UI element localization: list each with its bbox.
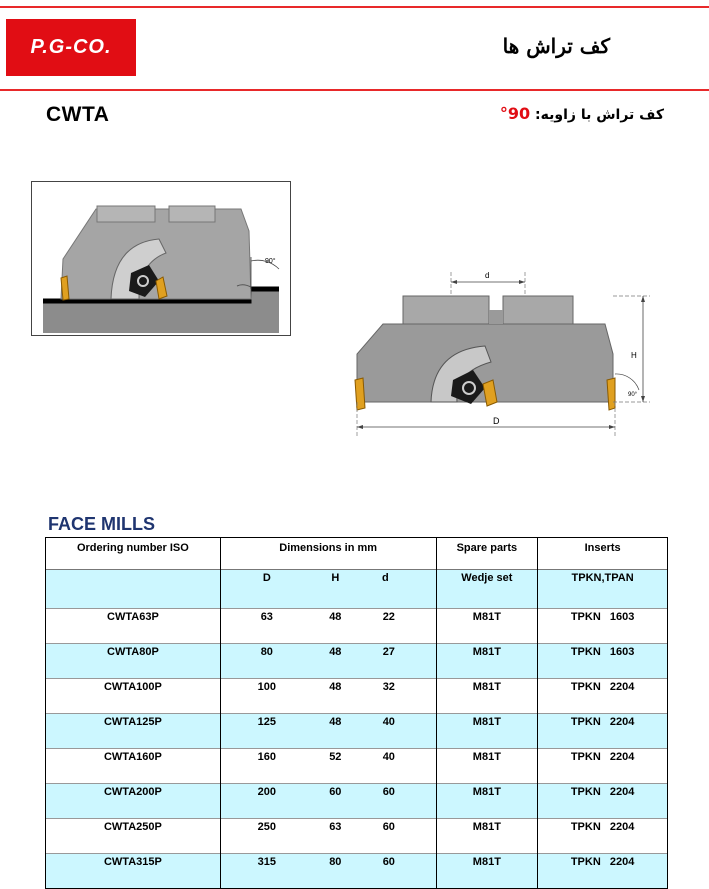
cutter-top-right-tab xyxy=(169,206,215,222)
cell-code: CWTA160P xyxy=(46,749,221,784)
subheader-H: H xyxy=(331,572,340,584)
face-mills-table xyxy=(45,537,668,889)
cell-code: CWTA125P xyxy=(46,714,221,749)
subheader-dims xyxy=(220,570,436,609)
cell-D: 100 xyxy=(257,681,276,693)
cell-spare: M81T xyxy=(436,714,538,749)
cell-spare: M81T xyxy=(436,679,538,714)
header-inserts: Inserts xyxy=(538,538,668,570)
page-title: کف تراش ها xyxy=(502,34,610,58)
subheader-d: d xyxy=(381,572,389,584)
right-angle-label: 90° xyxy=(628,392,638,398)
cell-H: 63 xyxy=(329,821,342,833)
table-row xyxy=(46,784,668,819)
cell-insert: TPKN 2204 xyxy=(538,714,668,749)
dim-d-label: d xyxy=(485,271,490,280)
left-insert xyxy=(61,276,69,300)
cell-H: 60 xyxy=(329,786,342,798)
cell-spare: M81T xyxy=(436,819,538,854)
cell-code: CWTA315P xyxy=(46,854,221,889)
table-row xyxy=(46,749,668,784)
cell-d: 32 xyxy=(382,681,395,693)
model-code: CWTA xyxy=(46,103,110,126)
table-header-row xyxy=(46,538,668,570)
table-row xyxy=(46,644,668,679)
dim-D-label: D xyxy=(493,416,500,426)
left-angle-label: 90° xyxy=(265,258,276,265)
top-red-rule xyxy=(0,6,709,8)
table-row xyxy=(46,609,668,644)
cell-spare: M81T xyxy=(436,644,538,679)
section-title: FACE MILLS xyxy=(48,514,155,534)
subheader-spare: Wedje set xyxy=(436,570,538,609)
cell-spare: M81T xyxy=(436,854,538,889)
angle-value: 90° xyxy=(499,104,531,123)
cell-D: 250 xyxy=(257,821,276,833)
cell-D: 315 xyxy=(257,856,276,868)
cell-code: CWTA250P xyxy=(46,819,221,854)
drawing-top-right-tab xyxy=(503,296,573,324)
cell-d: 22 xyxy=(382,611,395,623)
table-row xyxy=(46,819,668,854)
header-red-rule xyxy=(0,89,709,91)
cell-insert: TPKN 2204 xyxy=(538,679,668,714)
drawing-left-insert xyxy=(355,378,365,410)
subheader-D: D xyxy=(262,572,271,584)
cell-spare: M81T xyxy=(436,749,538,784)
cell-insert: TPKN 2204 xyxy=(538,854,668,889)
cell-H: 48 xyxy=(329,681,342,693)
cell-insert: TPKN 2204 xyxy=(538,749,668,784)
cell-H: 80 xyxy=(329,856,342,868)
cutter-top-left-tab xyxy=(97,206,155,222)
cell-H: 52 xyxy=(329,751,342,763)
angle-description xyxy=(500,104,664,123)
cell-code: CWTA100P xyxy=(46,679,221,714)
drawing-right-insert xyxy=(607,378,615,410)
cell-D: 200 xyxy=(257,786,276,798)
subheader-inserts: TPKN,TPAN xyxy=(538,570,668,609)
header-ordering: Ordering number ISO xyxy=(46,538,221,570)
cell-insert: TPKN 1603 xyxy=(538,609,668,644)
cell-insert: TPKN 1603 xyxy=(538,644,668,679)
cell-d: 60 xyxy=(382,821,395,833)
table-row xyxy=(46,679,668,714)
subheader-blank xyxy=(46,570,221,609)
cell-spare: M81T xyxy=(436,609,538,644)
cell-H: 48 xyxy=(329,716,342,728)
cell-d: 60 xyxy=(382,786,395,798)
cell-insert: TPKN 2204 xyxy=(538,784,668,819)
table-row xyxy=(46,854,668,889)
table-subheader-row xyxy=(46,570,668,609)
cell-D: 125 xyxy=(257,716,276,728)
header-dimensions: Dimensions in mm xyxy=(220,538,436,570)
cell-d: 60 xyxy=(382,856,395,868)
cell-H: 48 xyxy=(329,611,342,623)
cell-d: 40 xyxy=(382,716,395,728)
angle-label: کف تراش با زاویه: xyxy=(535,107,664,123)
cell-H: 48 xyxy=(329,646,342,658)
cutter-in-use-figure xyxy=(31,181,291,336)
dim-H-label: H xyxy=(631,351,637,360)
table-row xyxy=(46,714,668,749)
cell-code: CWTA200P xyxy=(46,784,221,819)
cell-D: 80 xyxy=(260,646,273,658)
cell-insert: TPKN 2204 xyxy=(538,819,668,854)
cell-code: CWTA80P xyxy=(46,644,221,679)
drawing-top-left-tab xyxy=(403,296,489,324)
company-logo: P.G-CO. xyxy=(6,19,136,76)
cell-d: 40 xyxy=(382,751,395,763)
dimension-drawing xyxy=(345,262,655,442)
cell-code: CWTA63P xyxy=(46,609,221,644)
cell-d: 27 xyxy=(382,646,395,658)
cell-spare: M81T xyxy=(436,784,538,819)
cell-D: 63 xyxy=(260,611,273,623)
header-spare: Spare parts xyxy=(436,538,538,570)
cell-D: 160 xyxy=(257,751,276,763)
